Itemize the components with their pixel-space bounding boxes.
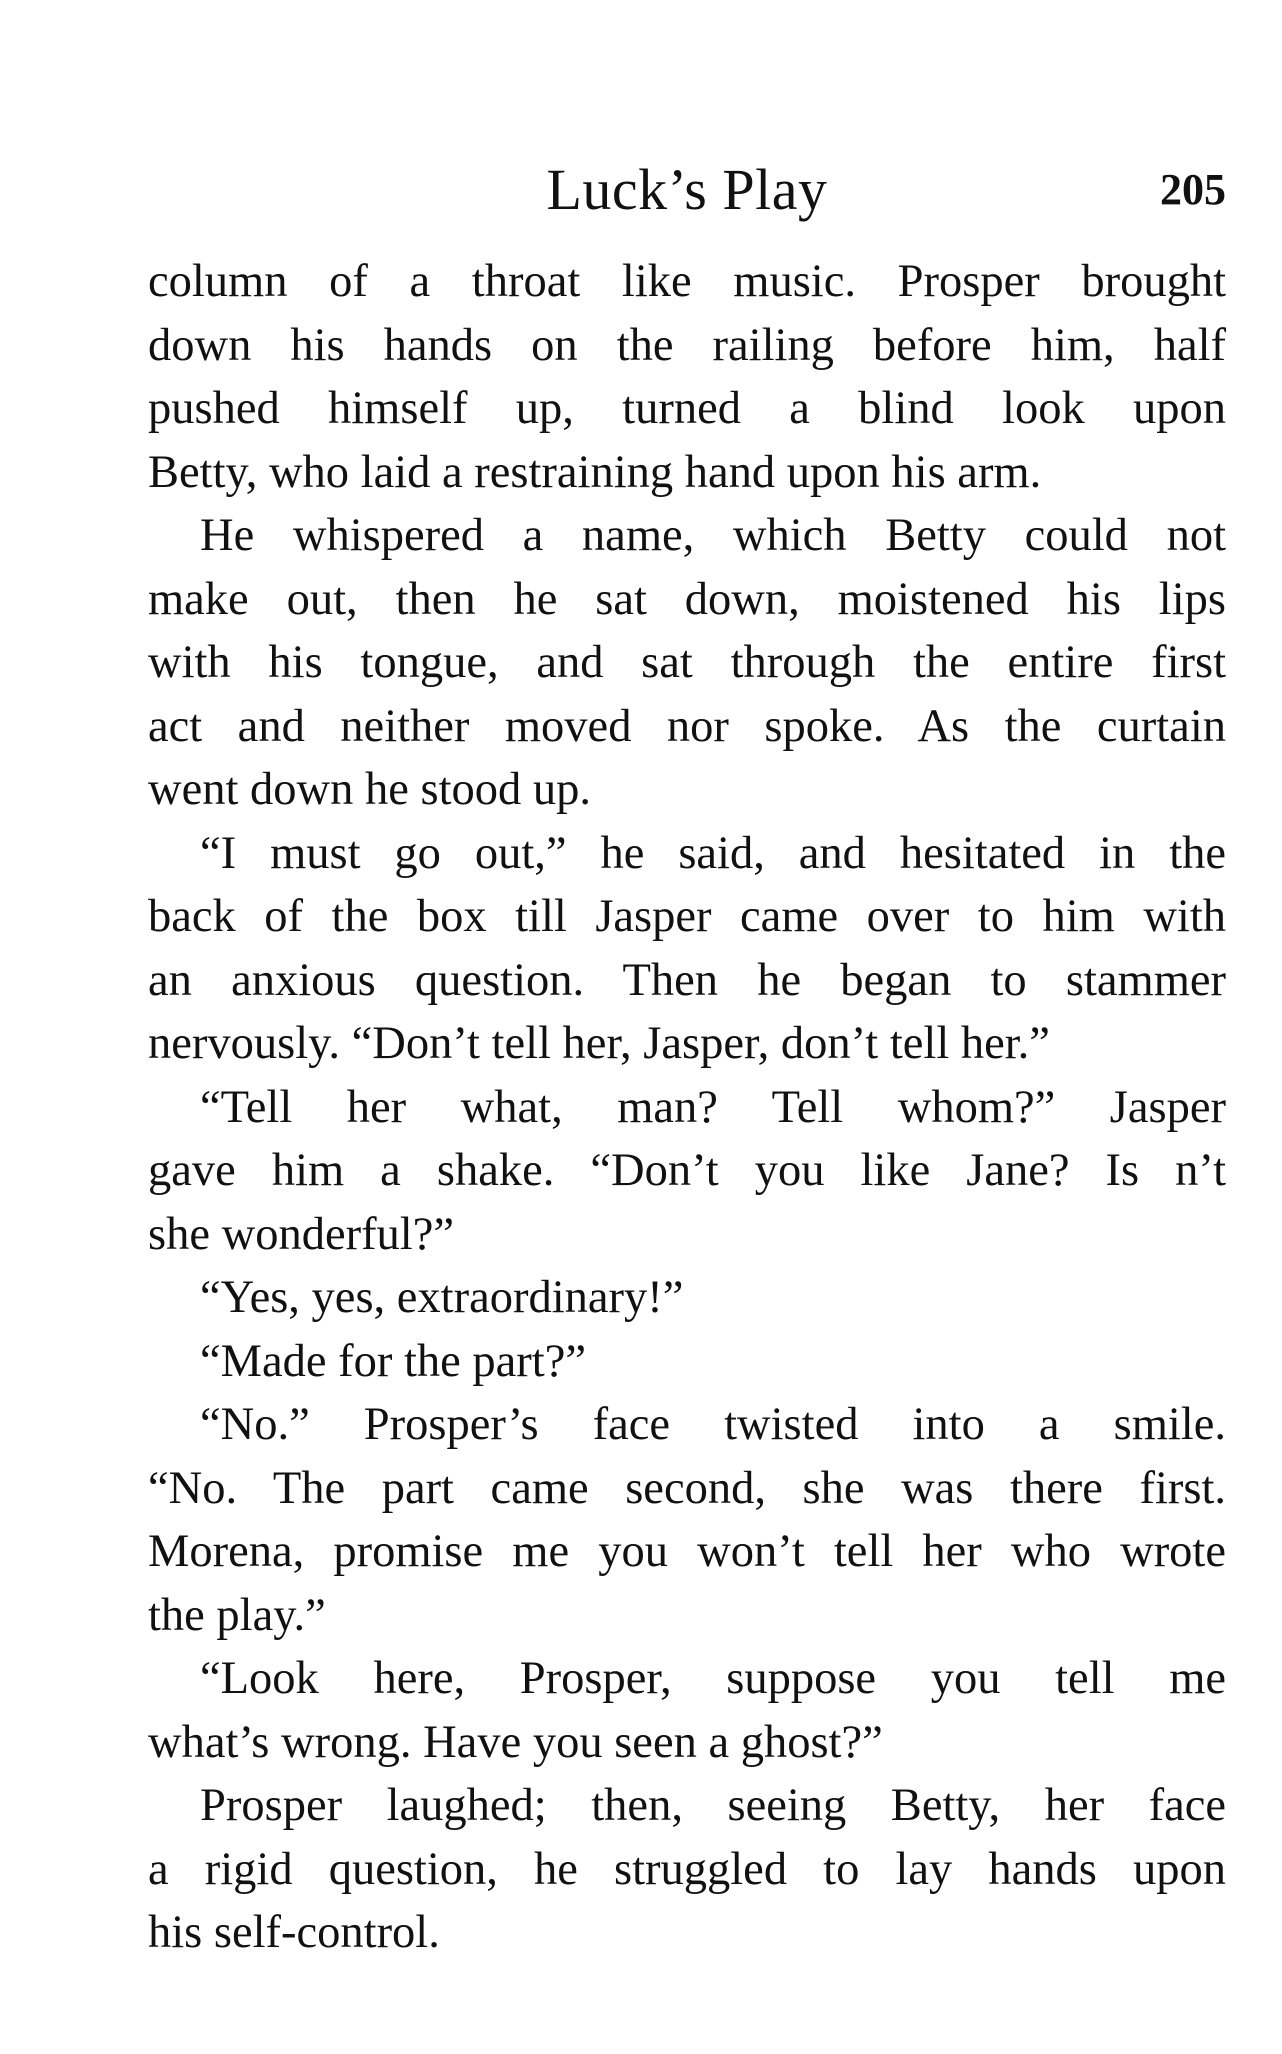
text-line: Morena, promise me you won’t tell her who wrote xyxy=(148,1526,1226,1577)
text-line: gave him a shake. “Don’t you like Jane? Is n’t xyxy=(148,1145,1226,1196)
text-line: “No.” Prosper’s face twisted into a smile. xyxy=(200,1399,1226,1450)
text-line: Prosper laughed; then, seeing Betty, her face xyxy=(200,1780,1226,1831)
text-line: nervously. “Don’t tell her, Jasper, don’t tell her.” xyxy=(148,1018,1050,1069)
body-text xyxy=(148,250,1226,1965)
text-line: “Made for the part?” xyxy=(200,1335,586,1387)
text-line: “I must go out,” he said, and hesitated in the xyxy=(200,827,1226,879)
text-line: with his tongue, and sat through the entire first xyxy=(148,637,1226,688)
page-number: 205 xyxy=(1160,165,1226,214)
text-line: a rigid question, he struggled to lay hands upon xyxy=(148,1843,1226,1895)
text-line: column of a throat like music. Prosper brought xyxy=(148,256,1226,307)
text-line: “Look here, Prosper, suppose you tell me xyxy=(200,1653,1226,1704)
text-line: pushed himself up, turned a blind look upon xyxy=(148,383,1226,434)
text-line: the play.” xyxy=(148,1589,326,1641)
text-line: down his hands on the railing before him, half xyxy=(148,319,1226,371)
running-title: Luck’s Play xyxy=(546,157,828,222)
text-line: “Yes, yes, extraordinary!” xyxy=(200,1272,684,1323)
running-header xyxy=(148,150,1226,230)
text-line: what’s wrong. Have you seen a ghost?” xyxy=(148,1716,883,1768)
text-line: act and neither moved nor spoke. As the curtain xyxy=(148,700,1226,752)
text-line: Betty, who laid a restraining hand upon his arm. xyxy=(148,446,1042,498)
text-line: went down he stood up. xyxy=(148,764,591,815)
text-line: back of the box till Jasper came over to him with xyxy=(148,891,1226,942)
text-line: an anxious question. Then he began to stammer xyxy=(148,954,1226,1006)
text-line: “Tell her what, man? Tell whom?” Jasper xyxy=(200,1081,1226,1133)
text-line: “No. The part came second, she was there first. xyxy=(148,1462,1226,1514)
text-line: make out, then he sat down, moistened his lips xyxy=(148,573,1226,625)
text-line: He whispered a name, which Betty could not xyxy=(200,510,1226,561)
text-line: his self-control. xyxy=(148,1907,440,1958)
text-line: she wonderful?” xyxy=(148,1208,454,1260)
